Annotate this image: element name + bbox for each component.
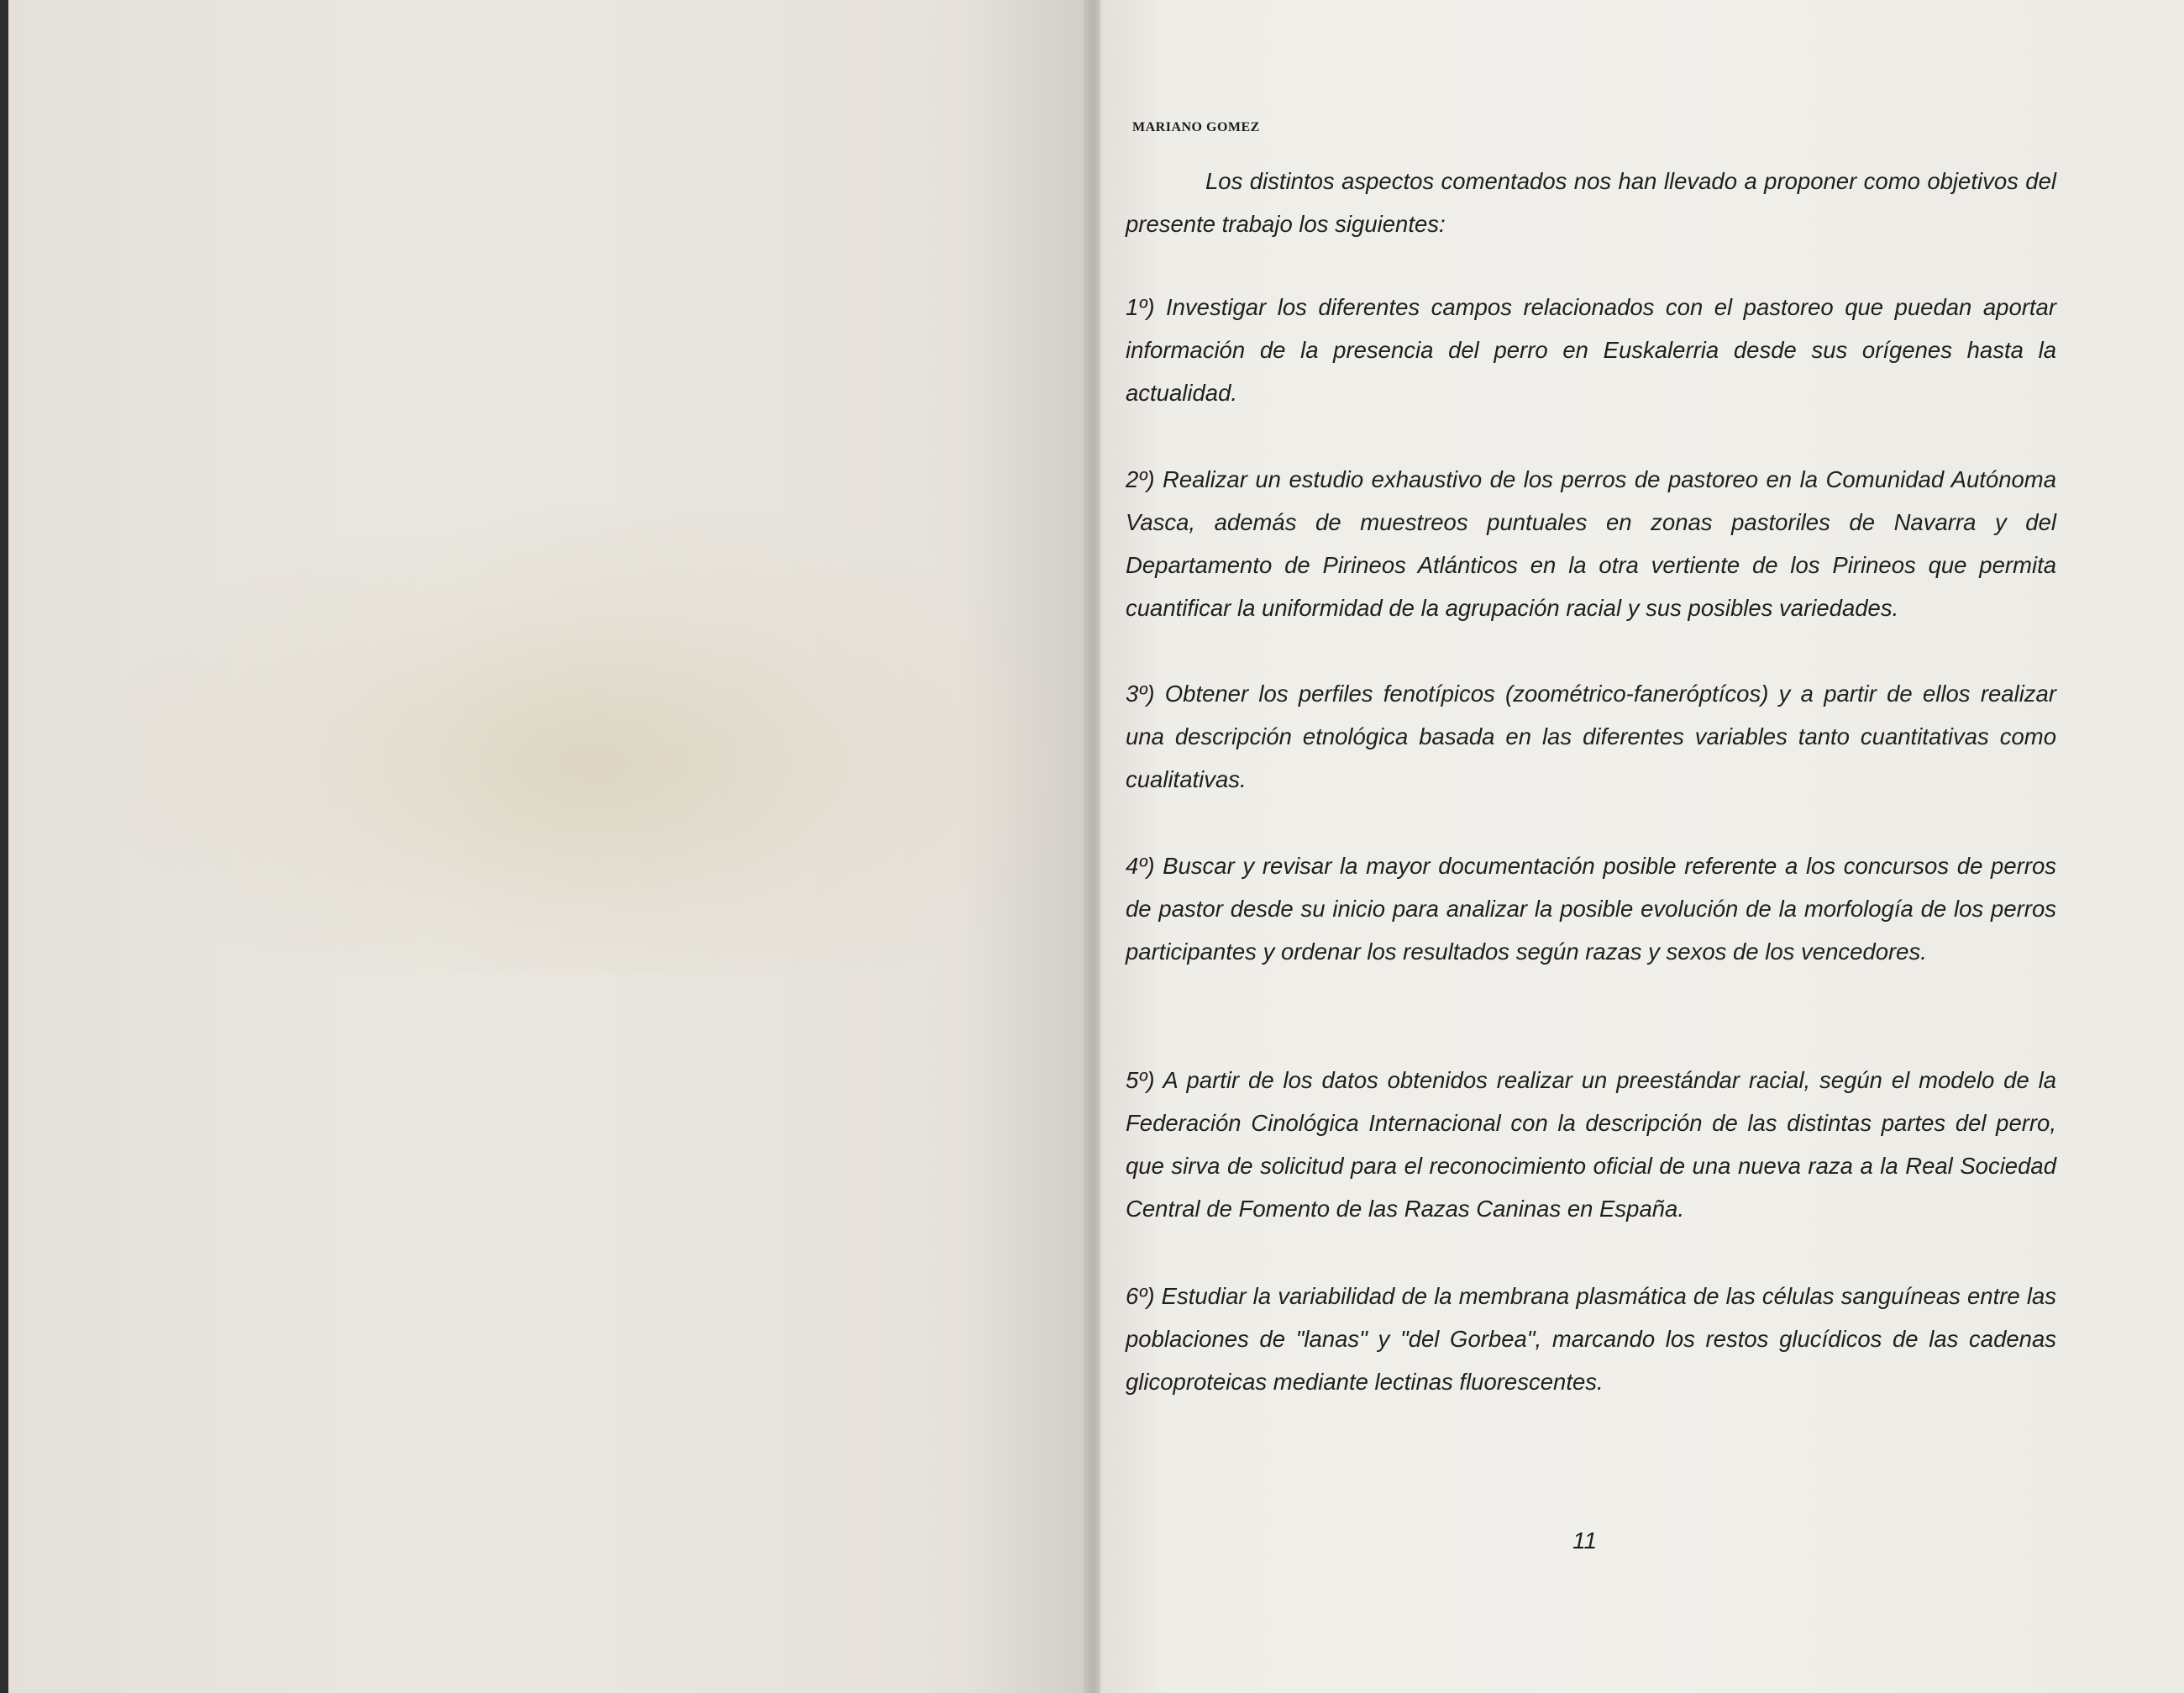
- objective-3: 3º) Obtener los perfiles fenotípicos (zoométrico-faneróptícos) y a partir de ellos realizar una descripción etnológica basada en las diferentes variables tanto cuantitativas como cualitativas.: [1126, 681, 2056, 792]
- intro-paragraph: Los distintos aspectos comentados nos han llevado a proponer como objetivos del presente trabajo los siguientes:: [1126, 168, 2056, 237]
- left-page: [8, 0, 1088, 1693]
- objective-1: 1º) Investigar los diferentes campos relacionados con el pastoreo que puedan aportar información de la presencia del perro en Euskalerria desde sus orígenes hasta la actualidad.: [1126, 294, 2056, 406]
- objective-6: 6º) Estudiar la variabilidad de la membrana plasmática de las células sanguíneas entre las poblaciones de "lanas" y "del Gorbea", marcando los restos glucídicos de las cadenas glicoproteicas mediante lectinas fluorescentes.: [1126, 1283, 2056, 1395]
- objective-5: 5º) A partir de los datos obtenidos realizar un preestándar racial, según el modelo de la Federación Cinológica Internacional con la descripción de las distintas partes del perro, que sirva de solicitud para el reconocimiento oficial de una nueva raza a la Real Sociedad Central de Fomento de las Razas Caninas en España.: [1126, 1067, 2056, 1222]
- bleed-through-photo: [126, 504, 1050, 975]
- objective-2: 2º) Realizar un estudio exhaustivo de los perros de pastoreo en la Comunidad Autónoma Vasca, además de muestreos puntuales en zonas pastoriles de Navarra y del Departamento de Pirineos Atlánticos en la otra vertiente de los Pirineos que permita cuantificar la uniformidad de la agrupación racial y sus posibles variedades.: [1126, 466, 2056, 621]
- book-edge: [0, 0, 8, 1693]
- objective-4: 4º) Buscar y revisar la mayor documentación posible referente a los concursos de perros de pastor desde su inicio para analizar la posible evolución de la morfología de los perros participantes y ordenar los resultados según razas y sexos de los vencedores.: [1126, 853, 2056, 965]
- running-head: MARIANO GOMEZ: [1132, 120, 1260, 134]
- page-number: 11: [1572, 1527, 1598, 1554]
